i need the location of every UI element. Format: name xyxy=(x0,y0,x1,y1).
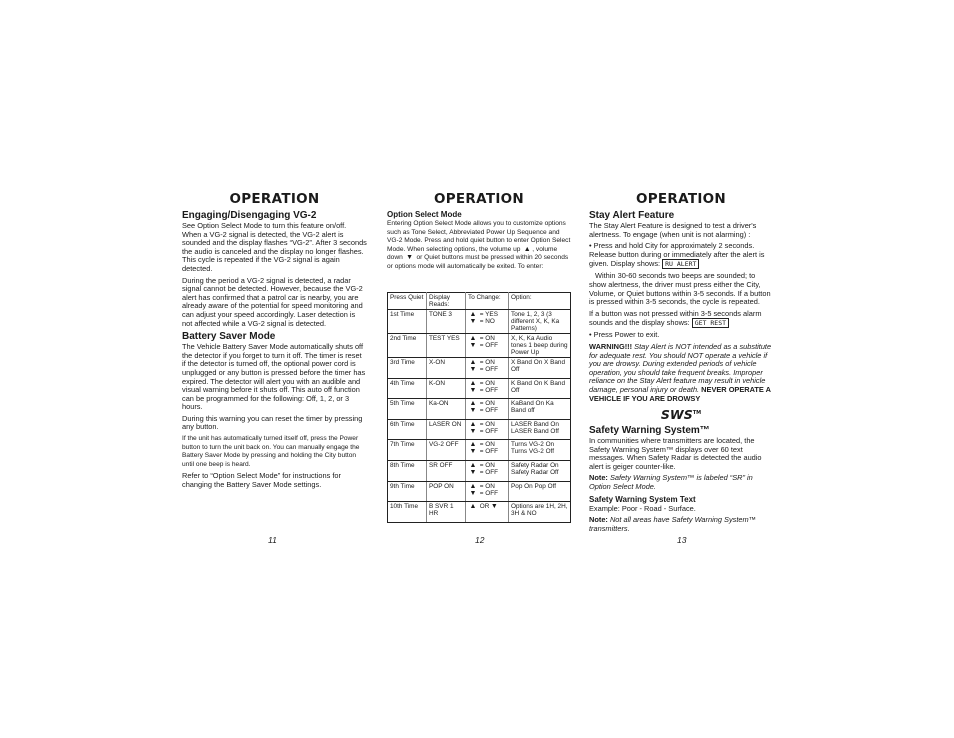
change-cell xyxy=(466,310,509,334)
volume-up-icon: ▲ xyxy=(523,245,531,253)
down-arrow-icon: ▼ xyxy=(469,407,477,415)
page-13-header: OPERATION xyxy=(635,191,727,207)
change-cell xyxy=(466,419,509,440)
header-display-reads: Display Reads: xyxy=(427,293,466,310)
display-cell: K-ON xyxy=(427,378,466,399)
page-number-12: 12 xyxy=(475,535,485,545)
sws-example: Example: Poor - Road - Surface. xyxy=(589,503,696,513)
display-cell: VG-2 OFF xyxy=(427,440,466,461)
press-cell: 3rd Time xyxy=(388,358,427,379)
up-arrow-icon: ▲ xyxy=(469,359,477,366)
intro-part-b: , volume down xyxy=(387,245,558,262)
change-up: = ON xyxy=(479,379,495,387)
change-down: = OFF xyxy=(479,407,499,415)
change-or: OR xyxy=(479,503,490,511)
change-down: = OFF xyxy=(479,427,499,435)
press-cell: 8th Time xyxy=(388,460,427,481)
display-cell: Ka-ON xyxy=(427,399,466,420)
table-row xyxy=(388,310,571,334)
change-cell xyxy=(466,460,509,481)
battery-paragraph-4: Refer to “Option Select Mode” for instructions for changing the Battery Saver Mode settings. xyxy=(182,471,341,490)
option-cell: Tone 1, 2, 3 (3 different X, K, Ka Patterns) xyxy=(509,310,571,334)
display-cell: X-ON xyxy=(427,358,466,379)
down-arrow-icon: ▼ xyxy=(469,468,477,476)
header-to-change: To Change: xyxy=(466,293,509,310)
up-arrow-icon: ▲ xyxy=(469,461,477,469)
table-row xyxy=(388,419,571,440)
note-1-text: Safety Warning System™ is labeled “SR” in Option Select Mode. xyxy=(589,473,753,492)
down-arrow-icon: ▼ xyxy=(490,503,498,511)
page-11-column xyxy=(182,192,367,493)
change-cell xyxy=(466,481,509,502)
up-arrow-icon: ▲ xyxy=(469,503,477,511)
press-cell: 9th Time xyxy=(388,481,427,502)
page-13-column xyxy=(589,192,773,536)
change-down: = NO xyxy=(479,318,495,325)
change-cell xyxy=(466,358,509,379)
warning-bold: NEVER OPERATE A VEHICLE IF YOU ARE DROWSY xyxy=(589,384,771,403)
safety-warning-paragraph: In communities where transmitters are located, the Safety Warning System™ displays over 60 text messages. When Safety Radar is detected the audio alert is geiger counter-like. xyxy=(589,436,762,471)
down-arrow-icon: ▼ xyxy=(469,489,477,497)
stay-alert-paragraph-4 xyxy=(589,310,773,329)
change-down: = OFF xyxy=(479,386,499,394)
option-cell: X, K, Ka Audio tones 1 beep during Power Up xyxy=(509,334,571,358)
change-down: = OFF xyxy=(479,468,499,476)
display-cell: TONE 3 xyxy=(427,310,466,334)
table-row xyxy=(388,399,571,420)
up-arrow-icon: ▲ xyxy=(469,400,477,408)
header-press-quiet: Press Quiet xyxy=(388,293,427,310)
stay-alert-paragraph-1: The Stay Alert Feature is designed to test a driver's alertness. To engage (when unit is not alarming) : xyxy=(589,221,757,239)
up-arrow-icon: ▲ xyxy=(469,379,477,387)
down-arrow-icon: ▼ xyxy=(469,386,477,394)
warning-text: Stay Alert is NOT intended as a substitute for adequate rest. You should NOT operate a vehicle if you are drowsy. During extended periods of vehicle operation, you should take frequent breaks. Improper reliance on the Stay Alert feature may result in vehicle damage, personal injury or death. xyxy=(589,341,772,394)
display-cell: POP ON xyxy=(427,481,466,502)
option-cell: X Band On X Band Off xyxy=(509,358,571,379)
stay-alert-paragraph-2 xyxy=(589,242,773,269)
change-cell xyxy=(466,334,509,358)
table-row xyxy=(388,481,571,502)
option-select-table xyxy=(387,292,571,523)
change-cell xyxy=(466,378,509,399)
display-ru-alert: RU ALERT xyxy=(662,259,699,269)
press-cell: 5th Time xyxy=(388,399,427,420)
battery-paragraph-3: If the unit has automatically turned itself off, press the Power button to turn the unit back on. You can manually engage the Battery Saver Mode by pressing and holding the City button until one beep is heard. xyxy=(182,435,360,468)
battery-saver-heading: Battery Saver Mode xyxy=(182,331,276,343)
display-cell: SR OFF xyxy=(427,460,466,481)
change-cell xyxy=(466,502,509,523)
sws-text-heading: Safety Warning System Text xyxy=(589,494,696,504)
stay-alert-p4-text: If a button was not pressed within 3-5 seconds alarm sounds and the display shows: xyxy=(589,308,762,328)
up-arrow-icon: ▲ xyxy=(469,420,477,428)
table-row xyxy=(388,502,571,523)
display-cell: B SVR 1 HR xyxy=(427,502,466,523)
press-cell: 7th Time xyxy=(388,440,427,461)
up-arrow-icon: ▲ xyxy=(469,482,477,490)
display-cell: LASER ON xyxy=(427,419,466,440)
change-cell xyxy=(466,440,509,461)
option-cell: KaBand On Ka Band off xyxy=(509,399,571,420)
note-2-label: Note: xyxy=(589,515,608,525)
down-arrow-icon: ▼ xyxy=(469,342,477,349)
warning-label: WARNING!!! xyxy=(589,341,633,351)
table-row xyxy=(388,460,571,481)
change-down: = OFF xyxy=(479,366,499,373)
press-cell: 6th Time xyxy=(388,419,427,440)
sws-logo xyxy=(589,407,773,422)
intro-part-c: or Quiet buttons must be pressed within 20 seconds or options mode will automatically be exited. To enter: xyxy=(387,254,569,270)
table-row xyxy=(388,358,571,379)
change-up: = ON xyxy=(479,461,495,469)
page-11-header: OPERATION xyxy=(229,191,320,207)
change-down: = OFF xyxy=(479,342,499,349)
down-arrow-icon: ▼ xyxy=(469,366,477,373)
display-get-rest: GET REST xyxy=(692,318,729,328)
down-arrow-icon: ▼ xyxy=(469,448,477,456)
option-select-heading: Option Select Mode xyxy=(387,210,462,219)
change-up: = ON xyxy=(479,400,495,408)
vg2-paragraph-2: During the period a VG-2 signal is detected, a radar signal cannot be detected. However, because the VG-2 alert has confirmed that a patrol car is nearby, you are already aware of the potential for speed monitoring and can adjust your speed accordingly. Laser detection is not affected while a VG-2 signal is detected. xyxy=(182,275,363,328)
header-option: Option: xyxy=(509,293,571,310)
change-up: = YES xyxy=(479,311,498,318)
change-cell xyxy=(466,399,509,420)
table-header-row xyxy=(388,293,571,310)
sws-logo-text: SWS xyxy=(660,407,693,423)
note-2 xyxy=(589,516,773,533)
press-cell: 4th Time xyxy=(388,378,427,399)
table-row xyxy=(388,378,571,399)
vg2-heading: Engaging/Disengaging VG-2 xyxy=(182,210,317,221)
change-up: = ON xyxy=(479,420,495,428)
note-1-label: Note: xyxy=(589,473,608,483)
note-1 xyxy=(589,474,773,491)
page-number-13: 13 xyxy=(677,535,687,545)
stay-alert-paragraph-3: Within 30-60 seconds two beeps are sounded; to show alertness, the driver must press either the City, Volume, or Quiet buttons within 3-5 seconds. If a button is pressed within 3-5 seconds, the cycle is repeated. xyxy=(589,271,771,307)
vg2-paragraph-1: See Option Select Mode to turn this feature on/off. When a VG-2 signal is detected, the VG-2 alert is sounded and the display flashes “VG-2”. After 3 seconds the audio is canceled and the display no longer flashes. This cycle is repeated if the VG-2 signal is again detected. xyxy=(182,221,367,273)
change-up: = ON xyxy=(479,359,495,366)
change-up: = ON xyxy=(479,335,495,342)
intro-part-a: Entering Option Select Mode allows you to customize options such as Tone Select, Abbreviated Power Up Sequence and VG-2 Mode. Press and hold quiet button to enter Option Select Mode. When selecting options, the volume up xyxy=(387,220,571,253)
change-up: = ON xyxy=(479,482,495,490)
change-down: = OFF xyxy=(479,448,499,456)
up-arrow-icon: ▲ xyxy=(469,441,477,449)
press-cell: 1st Time xyxy=(388,310,427,334)
option-cell: Options are 1H, 2H, 3H & NO xyxy=(509,502,571,523)
battery-paragraph-2: During this warning you can reset the timer by pressing any button. xyxy=(182,413,363,432)
press-cell: 2nd Time xyxy=(388,334,427,358)
volume-down-icon: ▼ xyxy=(406,254,414,262)
option-cell: Safety Radar On Safety Radar Off xyxy=(509,460,571,481)
stay-alert-bullet-2: • Press Power to exit. xyxy=(589,330,660,340)
option-cell: LASER Band On LASER Band Off xyxy=(509,419,571,440)
down-arrow-icon: ▼ xyxy=(469,427,477,435)
option-cell: Turns VG-2 On Turns VG-2 Off xyxy=(509,440,571,461)
table-row xyxy=(388,334,571,358)
note-2-text: Not all areas have Safety Warning System™ transmitters. xyxy=(589,515,757,533)
up-arrow-icon: ▲ xyxy=(469,335,477,342)
battery-paragraph-1: The Vehicle Battery Saver Mode automatically shuts off the detector if you forget to turn it off. The timer is reset if the detector is turned off, the optional power cord is unplugged or any button is pressed before the timer has expired. The detector will alert you with an audible and visual warning before it shuts off. This auto off function can be programmed for the following: Off, 1, 2, or 3 hours. xyxy=(182,342,366,412)
change-down: = OFF xyxy=(479,489,499,497)
table-row xyxy=(388,440,571,461)
page-12-header: OPERATION xyxy=(433,191,525,207)
page-12-column xyxy=(387,192,571,275)
option-select-intro xyxy=(387,220,571,272)
press-cell: 10th Time xyxy=(388,502,427,523)
sws-tm: TM xyxy=(692,409,702,416)
stay-alert-bullet-1: • Press and hold City for approximately 2 seconds. Release button during or immediately after the alert is given. Display shows: xyxy=(589,241,765,269)
warning-paragraph xyxy=(589,343,773,403)
display-cell: TEST YES xyxy=(427,334,466,358)
down-arrow-icon: ▼ xyxy=(469,318,477,325)
page-number-11: 11 xyxy=(268,535,277,545)
safety-warning-heading: Safety Warning System™ xyxy=(589,425,710,437)
change-up: = ON xyxy=(479,441,495,449)
option-cell: Pop On Pop Off xyxy=(509,481,571,502)
up-arrow-icon: ▲ xyxy=(469,311,477,318)
stay-alert-heading: Stay Alert Feature xyxy=(589,210,675,221)
option-cell: K Band On K Band Off xyxy=(509,378,571,399)
